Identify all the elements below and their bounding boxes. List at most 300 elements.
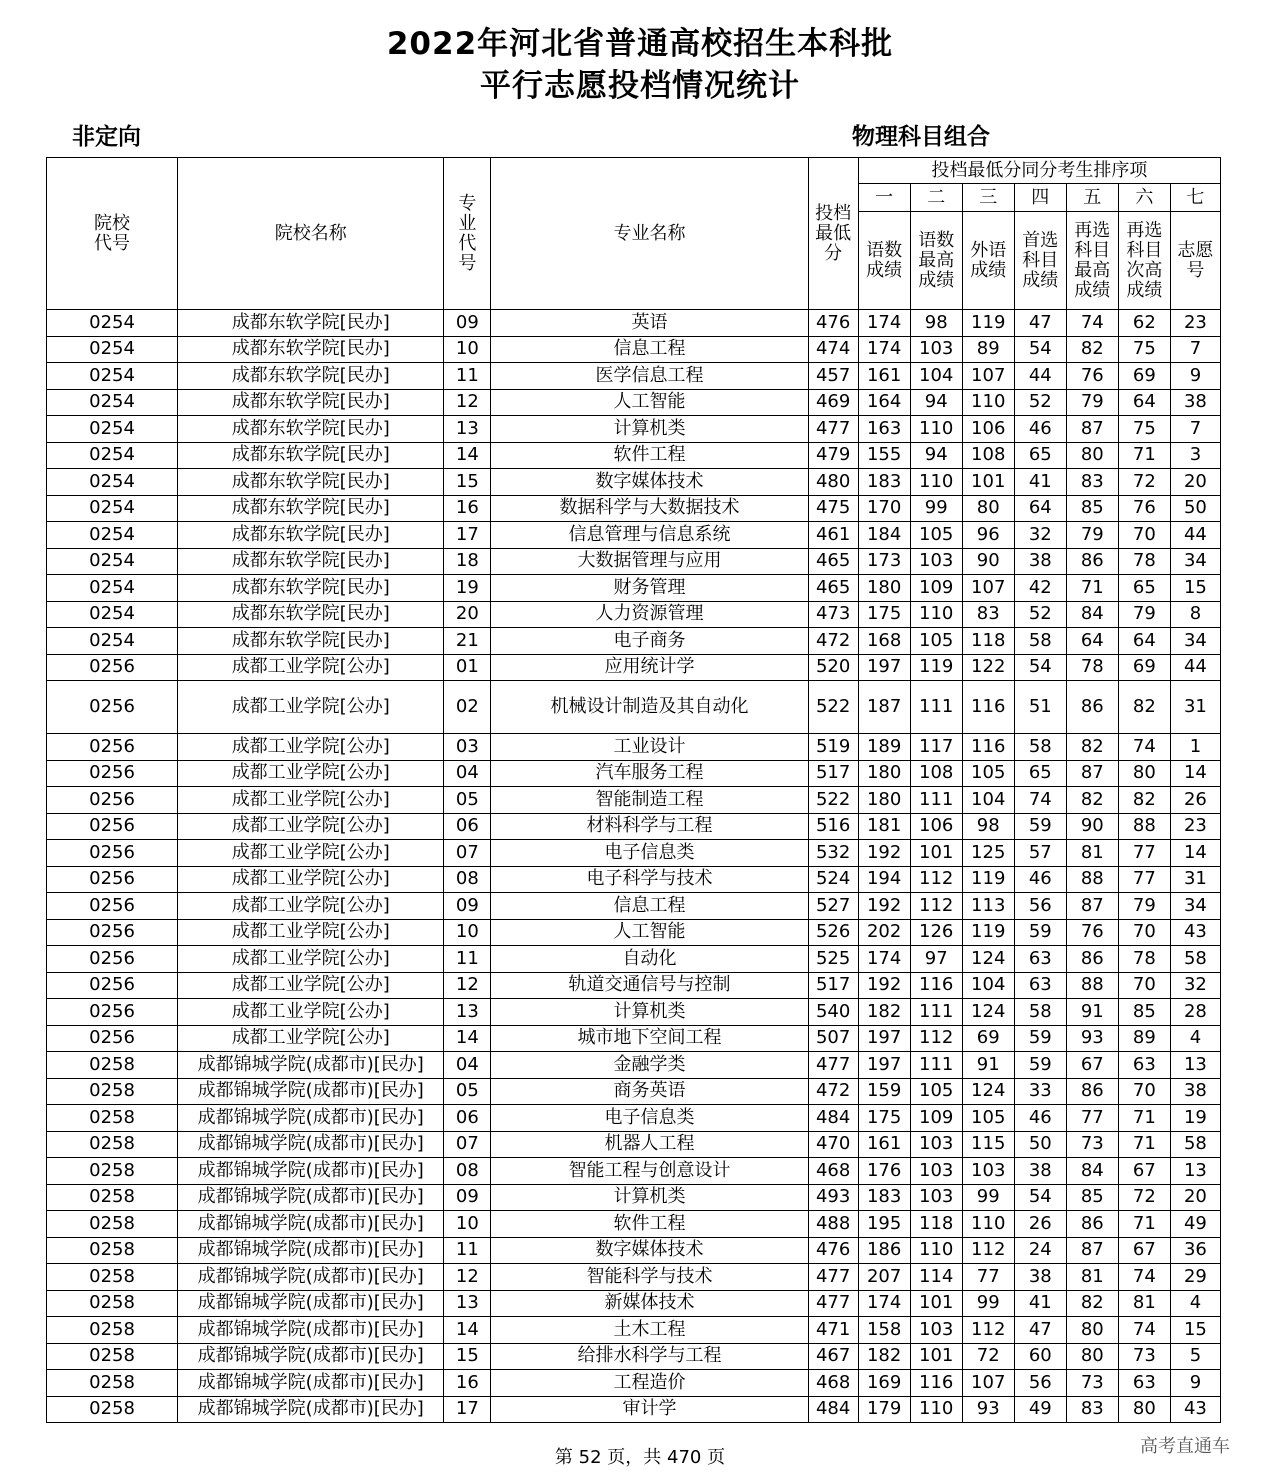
- rank6-cell: 80: [1118, 760, 1170, 787]
- rank6-cell: 74: [1118, 1317, 1170, 1344]
- rank7-cell: 15: [1170, 1317, 1220, 1344]
- school-code-cell: 0256: [47, 813, 178, 840]
- rank5-cell: 86: [1066, 1078, 1118, 1105]
- school-name-cell: 成都锦城学院(成都市)[民办]: [178, 1105, 444, 1132]
- table-row: [47, 1105, 1221, 1132]
- rank3-cell: 69: [962, 1025, 1014, 1052]
- min-score-cell: 479: [808, 442, 858, 469]
- table-row: [47, 336, 1221, 363]
- min-score-cell: 469: [808, 389, 858, 416]
- major-code-cell: 13: [444, 999, 491, 1026]
- table-row: [47, 893, 1221, 920]
- major-name-cell: 机械设计制造及其自动化: [491, 681, 808, 734]
- major-code-cell: 17: [444, 1396, 491, 1423]
- table-row: [47, 1290, 1221, 1317]
- rank7-cell: 31: [1170, 866, 1220, 893]
- table-row: [47, 1343, 1221, 1370]
- document-title-line1: 2022年河北省普通高校招生本科批: [386, 26, 894, 62]
- table-row: [47, 363, 1221, 390]
- rank7-cell: 44: [1170, 654, 1220, 681]
- rank7-cell: 13: [1170, 1052, 1220, 1079]
- header-rank-5: 五: [1066, 184, 1118, 212]
- rank5-cell: 83: [1066, 469, 1118, 496]
- rank2-cell: 110: [910, 416, 962, 443]
- school-code-cell: 0254: [47, 310, 178, 337]
- rank3-cell: 72: [962, 1343, 1014, 1370]
- school-name-cell: 成都工业学院[公办]: [178, 654, 444, 681]
- school-code-cell: 0256: [47, 972, 178, 999]
- rank5-cell: 76: [1066, 363, 1118, 390]
- major-code-cell: 06: [444, 1105, 491, 1132]
- school-code-cell: 0254: [47, 442, 178, 469]
- school-code-cell: 0254: [47, 336, 178, 363]
- min-score-cell: 517: [808, 972, 858, 999]
- rank1-cell: 182: [858, 1343, 910, 1370]
- rank5-cell: 73: [1066, 1370, 1118, 1397]
- table-row: [47, 1370, 1221, 1397]
- rank1-cell: 168: [858, 628, 910, 655]
- rank3-cell: 103: [962, 1158, 1014, 1185]
- school-code-cell: 0254: [47, 389, 178, 416]
- rank2-cell: 97: [910, 946, 962, 973]
- rank3-cell: 108: [962, 442, 1014, 469]
- min-score-cell: 475: [808, 495, 858, 522]
- major-name-cell: 数据科学与大数据技术: [491, 495, 808, 522]
- major-name-cell: 汽车服务工程: [491, 760, 808, 787]
- major-name-cell: 给排水科学与工程: [491, 1343, 808, 1370]
- rank3-cell: 101: [962, 469, 1014, 496]
- header-rank-item-7: 志愿号: [1170, 212, 1220, 310]
- major-name-cell: 工程造价: [491, 1370, 808, 1397]
- rank7-cell: 28: [1170, 999, 1220, 1026]
- school-name-cell: 成都锦城学院(成都市)[民办]: [178, 1211, 444, 1238]
- rank7-cell: 9: [1170, 363, 1220, 390]
- rank3-cell: 104: [962, 787, 1014, 814]
- school-code-cell: 0258: [47, 1237, 178, 1264]
- rank6-cell: 82: [1118, 681, 1170, 734]
- min-score-cell: 468: [808, 1370, 858, 1397]
- rank6-cell: 67: [1118, 1158, 1170, 1185]
- table-row: [47, 1131, 1221, 1158]
- rank4-cell: 41: [1014, 1290, 1066, 1317]
- min-score-cell: 472: [808, 1078, 858, 1105]
- rank1-cell: 155: [858, 442, 910, 469]
- rank4-cell: 54: [1014, 336, 1066, 363]
- rank6-cell: 74: [1118, 734, 1170, 761]
- rank3-cell: 122: [962, 654, 1014, 681]
- table-row: [47, 866, 1221, 893]
- rank2-cell: 103: [910, 1131, 962, 1158]
- rank5-cell: 81: [1066, 1264, 1118, 1291]
- major-code-cell: 19: [444, 575, 491, 602]
- rank7-cell: 44: [1170, 522, 1220, 549]
- school-name-cell: 成都工业学院[公办]: [178, 813, 444, 840]
- rank1-cell: 187: [858, 681, 910, 734]
- major-name-cell: 计算机类: [491, 1184, 808, 1211]
- table-row: [47, 389, 1221, 416]
- rank5-cell: 87: [1066, 893, 1118, 920]
- rank3-cell: 107: [962, 363, 1014, 390]
- min-score-cell: 507: [808, 1025, 858, 1052]
- min-score-cell: 477: [808, 1290, 858, 1317]
- rank5-cell: 81: [1066, 840, 1118, 867]
- rank2-cell: 126: [910, 919, 962, 946]
- school-name-cell: 成都工业学院[公办]: [178, 866, 444, 893]
- rank1-cell: 195: [858, 1211, 910, 1238]
- rank3-cell: 105: [962, 760, 1014, 787]
- rank4-cell: 24: [1014, 1237, 1066, 1264]
- school-name-cell: 成都东软学院[民办]: [178, 469, 444, 496]
- school-code-cell: 0258: [47, 1290, 178, 1317]
- rank6-cell: 75: [1118, 336, 1170, 363]
- table-row: [47, 1264, 1221, 1291]
- school-code-cell: 0258: [47, 1052, 178, 1079]
- rank7-cell: 32: [1170, 972, 1220, 999]
- major-code-cell: 02: [444, 681, 491, 734]
- major-name-cell: 城市地下空间工程: [491, 1025, 808, 1052]
- major-name-cell: 数字媒体技术: [491, 469, 808, 496]
- rank4-cell: 59: [1014, 1025, 1066, 1052]
- school-code-cell: 0258: [47, 1317, 178, 1344]
- school-name-cell: 成都锦城学院(成都市)[民办]: [178, 1343, 444, 1370]
- major-name-cell: 英语: [491, 310, 808, 337]
- rank5-cell: 85: [1066, 1184, 1118, 1211]
- school-name-cell: 成都东软学院[民办]: [178, 389, 444, 416]
- rank2-cell: 110: [910, 1396, 962, 1423]
- rank5-cell: 76: [1066, 919, 1118, 946]
- header-rank-2: 二: [910, 184, 962, 212]
- rank5-cell: 88: [1066, 866, 1118, 893]
- subtitle-subject-combo: 物理科目组合: [852, 124, 990, 150]
- table-header: [47, 158, 1221, 310]
- school-name-cell: 成都东软学院[民办]: [178, 601, 444, 628]
- min-score-cell: 471: [808, 1317, 858, 1344]
- rank1-cell: 180: [858, 787, 910, 814]
- rank2-cell: 109: [910, 575, 962, 602]
- school-name-cell: 成都东软学院[民办]: [178, 310, 444, 337]
- rank5-cell: 84: [1066, 1158, 1118, 1185]
- min-score-cell: 524: [808, 866, 858, 893]
- major-code-cell: 09: [444, 310, 491, 337]
- table-row: [47, 654, 1221, 681]
- min-score-cell: 526: [808, 919, 858, 946]
- min-score-cell: 476: [808, 1237, 858, 1264]
- rank1-cell: 176: [858, 1158, 910, 1185]
- rank2-cell: 110: [910, 1237, 962, 1264]
- rank2-cell: 119: [910, 654, 962, 681]
- school-code-cell: 0256: [47, 1025, 178, 1052]
- rank6-cell: 62: [1118, 310, 1170, 337]
- rank4-cell: 57: [1014, 840, 1066, 867]
- rank7-cell: 20: [1170, 1184, 1220, 1211]
- rank4-cell: 47: [1014, 310, 1066, 337]
- rank1-cell: 161: [858, 363, 910, 390]
- min-score-cell: 480: [808, 469, 858, 496]
- rank7-cell: 19: [1170, 1105, 1220, 1132]
- rank7-cell: 34: [1170, 893, 1220, 920]
- rank5-cell: 71: [1066, 575, 1118, 602]
- rank4-cell: 65: [1014, 760, 1066, 787]
- table-row: [47, 1396, 1221, 1423]
- header-rank-item-3: 外语成绩: [962, 212, 1014, 310]
- rank3-cell: 107: [962, 575, 1014, 602]
- rank7-cell: 36: [1170, 1237, 1220, 1264]
- rank2-cell: 103: [910, 1184, 962, 1211]
- rank6-cell: 69: [1118, 654, 1170, 681]
- rank3-cell: 110: [962, 389, 1014, 416]
- min-score-cell: 465: [808, 548, 858, 575]
- rank4-cell: 58: [1014, 734, 1066, 761]
- rank1-cell: 207: [858, 1264, 910, 1291]
- school-name-cell: 成都工业学院[公办]: [178, 734, 444, 761]
- min-score-cell: 525: [808, 946, 858, 973]
- major-name-cell: 人力资源管理: [491, 601, 808, 628]
- rank6-cell: 75: [1118, 416, 1170, 443]
- school-name-cell: 成都东软学院[民办]: [178, 522, 444, 549]
- major-code-cell: 09: [444, 1184, 491, 1211]
- major-code-cell: 10: [444, 336, 491, 363]
- rank3-cell: 90: [962, 548, 1014, 575]
- rank5-cell: 64: [1066, 628, 1118, 655]
- school-name-cell: 成都工业学院[公办]: [178, 893, 444, 920]
- rank6-cell: 67: [1118, 1237, 1170, 1264]
- rank2-cell: 111: [910, 681, 962, 734]
- rank3-cell: 116: [962, 681, 1014, 734]
- rank1-cell: 184: [858, 522, 910, 549]
- rank4-cell: 26: [1014, 1211, 1066, 1238]
- header-major-name: 专业名称: [491, 158, 808, 310]
- rank7-cell: 14: [1170, 760, 1220, 787]
- school-name-cell: 成都锦城学院(成都市)[民办]: [178, 1158, 444, 1185]
- major-name-cell: 财务管理: [491, 575, 808, 602]
- school-name-cell: 成都工业学院[公办]: [178, 840, 444, 867]
- rank2-cell: 110: [910, 601, 962, 628]
- rank4-cell: 58: [1014, 999, 1066, 1026]
- school-name-cell: 成都工业学院[公办]: [178, 972, 444, 999]
- rank5-cell: 87: [1066, 416, 1118, 443]
- table-row: [47, 442, 1221, 469]
- rank6-cell: 71: [1118, 442, 1170, 469]
- table-row: [47, 628, 1221, 655]
- school-name-cell: 成都东软学院[民办]: [178, 363, 444, 390]
- rank4-cell: 32: [1014, 522, 1066, 549]
- rank5-cell: 79: [1066, 522, 1118, 549]
- rank1-cell: 169: [858, 1370, 910, 1397]
- rank6-cell: 79: [1118, 893, 1170, 920]
- major-code-cell: 18: [444, 548, 491, 575]
- rank6-cell: 72: [1118, 469, 1170, 496]
- table-row: [47, 999, 1221, 1026]
- rank3-cell: 83: [962, 601, 1014, 628]
- rank2-cell: 106: [910, 813, 962, 840]
- header-min-score: 投档最低分: [808, 158, 858, 310]
- rank4-cell: 38: [1014, 1158, 1066, 1185]
- school-code-cell: 0254: [47, 469, 178, 496]
- watermark: 高考直通车: [1140, 1436, 1230, 1457]
- rank4-cell: 47: [1014, 1317, 1066, 1344]
- min-score-cell: 540: [808, 999, 858, 1026]
- min-score-cell: 522: [808, 681, 858, 734]
- major-code-cell: 10: [444, 1211, 491, 1238]
- school-name-cell: 成都东软学院[民办]: [178, 495, 444, 522]
- rank2-cell: 99: [910, 495, 962, 522]
- major-code-cell: 10: [444, 919, 491, 946]
- min-score-cell: 461: [808, 522, 858, 549]
- rank4-cell: 56: [1014, 1370, 1066, 1397]
- major-name-cell: 信息工程: [491, 893, 808, 920]
- school-name-cell: 成都东软学院[民办]: [178, 575, 444, 602]
- school-code-cell: 0258: [47, 1396, 178, 1423]
- rank6-cell: 70: [1118, 1078, 1170, 1105]
- rank3-cell: 124: [962, 1078, 1014, 1105]
- rank4-cell: 63: [1014, 946, 1066, 973]
- school-code-cell: 0254: [47, 575, 178, 602]
- major-name-cell: 智能制造工程: [491, 787, 808, 814]
- major-name-cell: 商务英语: [491, 1078, 808, 1105]
- rank4-cell: 49: [1014, 1396, 1066, 1423]
- school-code-cell: 0256: [47, 866, 178, 893]
- major-code-cell: 06: [444, 813, 491, 840]
- school-code-cell: 0258: [47, 1158, 178, 1185]
- rank6-cell: 79: [1118, 601, 1170, 628]
- rank2-cell: 112: [910, 866, 962, 893]
- school-name-cell: 成都锦城学院(成都市)[民办]: [178, 1237, 444, 1264]
- rank2-cell: 103: [910, 336, 962, 363]
- rank6-cell: 63: [1118, 1370, 1170, 1397]
- rank5-cell: 78: [1066, 654, 1118, 681]
- header-rank-item-4: 首选科目成绩: [1014, 212, 1066, 310]
- school-code-cell: 0256: [47, 919, 178, 946]
- min-score-cell: 470: [808, 1131, 858, 1158]
- rank1-cell: 179: [858, 1396, 910, 1423]
- min-score-cell: 467: [808, 1343, 858, 1370]
- major-code-cell: 11: [444, 363, 491, 390]
- rank7-cell: 49: [1170, 1211, 1220, 1238]
- rank3-cell: 115: [962, 1131, 1014, 1158]
- table-row: [47, 310, 1221, 337]
- rank3-cell: 113: [962, 893, 1014, 920]
- rank3-cell: 112: [962, 1237, 1014, 1264]
- school-code-cell: 0254: [47, 416, 178, 443]
- rank3-cell: 119: [962, 919, 1014, 946]
- rank1-cell: 175: [858, 1105, 910, 1132]
- table-row: [47, 548, 1221, 575]
- rank1-cell: 174: [858, 310, 910, 337]
- school-name-cell: 成都锦城学院(成都市)[民办]: [178, 1131, 444, 1158]
- major-code-cell: 16: [444, 1370, 491, 1397]
- school-code-cell: 0256: [47, 734, 178, 761]
- school-code-cell: 0258: [47, 1131, 178, 1158]
- rank1-cell: 164: [858, 389, 910, 416]
- rank2-cell: 118: [910, 1211, 962, 1238]
- rank4-cell: 41: [1014, 469, 1066, 496]
- rank4-cell: 42: [1014, 575, 1066, 602]
- rank6-cell: 80: [1118, 1396, 1170, 1423]
- rank1-cell: 197: [858, 1052, 910, 1079]
- min-score-cell: 472: [808, 628, 858, 655]
- rank6-cell: 71: [1118, 1105, 1170, 1132]
- rank6-cell: 78: [1118, 548, 1170, 575]
- rank6-cell: 89: [1118, 1025, 1170, 1052]
- major-code-cell: 12: [444, 389, 491, 416]
- rank1-cell: 183: [858, 469, 910, 496]
- rank6-cell: 77: [1118, 840, 1170, 867]
- header-rank-1: 一: [858, 184, 910, 212]
- major-name-cell: 软件工程: [491, 442, 808, 469]
- rank2-cell: 111: [910, 999, 962, 1026]
- rank3-cell: 106: [962, 416, 1014, 443]
- rank5-cell: 88: [1066, 972, 1118, 999]
- header-rank-item-1: 语数成绩: [858, 212, 910, 310]
- rank3-cell: 89: [962, 336, 1014, 363]
- school-name-cell: 成都锦城学院(成都市)[民办]: [178, 1264, 444, 1291]
- min-score-cell: 527: [808, 893, 858, 920]
- school-name-cell: 成都东软学院[民办]: [178, 548, 444, 575]
- rank1-cell: 174: [858, 1290, 910, 1317]
- rank1-cell: 174: [858, 946, 910, 973]
- rank6-cell: 69: [1118, 363, 1170, 390]
- rank5-cell: 77: [1066, 1105, 1118, 1132]
- rank6-cell: 73: [1118, 1343, 1170, 1370]
- rank4-cell: 54: [1014, 654, 1066, 681]
- major-name-cell: 数字媒体技术: [491, 1237, 808, 1264]
- rank7-cell: 34: [1170, 548, 1220, 575]
- rank7-cell: 14: [1170, 840, 1220, 867]
- rank7-cell: 8: [1170, 601, 1220, 628]
- document-title-line2: 平行志愿投档情况统计: [480, 68, 800, 104]
- rank1-cell: 197: [858, 654, 910, 681]
- rank5-cell: 83: [1066, 1396, 1118, 1423]
- rank1-cell: 202: [858, 919, 910, 946]
- rank1-cell: 173: [858, 548, 910, 575]
- rank1-cell: 180: [858, 575, 910, 602]
- rank5-cell: 79: [1066, 389, 1118, 416]
- rank6-cell: 71: [1118, 1211, 1170, 1238]
- major-name-cell: 电子商务: [491, 628, 808, 655]
- table-row: [47, 760, 1221, 787]
- min-score-cell: 457: [808, 363, 858, 390]
- school-code-cell: 0256: [47, 787, 178, 814]
- major-name-cell: 信息工程: [491, 336, 808, 363]
- table-row: [47, 1052, 1221, 1079]
- rank3-cell: 93: [962, 1396, 1014, 1423]
- school-name-cell: 成都东软学院[民办]: [178, 628, 444, 655]
- rank4-cell: 64: [1014, 495, 1066, 522]
- rank2-cell: 105: [910, 1078, 962, 1105]
- school-name-cell: 成都锦城学院(成都市)[民办]: [178, 1290, 444, 1317]
- rank5-cell: 82: [1066, 336, 1118, 363]
- major-code-cell: 16: [444, 495, 491, 522]
- rank1-cell: 197: [858, 1025, 910, 1052]
- major-code-cell: 08: [444, 1158, 491, 1185]
- table-row: [47, 522, 1221, 549]
- min-score-cell: 488: [808, 1211, 858, 1238]
- rank5-cell: 87: [1066, 760, 1118, 787]
- school-name-cell: 成都锦城学院(成都市)[民办]: [178, 1317, 444, 1344]
- rank3-cell: 91: [962, 1052, 1014, 1079]
- major-name-cell: 计算机类: [491, 416, 808, 443]
- table-row: [47, 469, 1221, 496]
- min-score-cell: 532: [808, 840, 858, 867]
- rank1-cell: 192: [858, 972, 910, 999]
- header-rank-item-6: 再选科目次高成绩: [1118, 212, 1170, 310]
- rank7-cell: 58: [1170, 946, 1220, 973]
- rank3-cell: 96: [962, 522, 1014, 549]
- school-code-cell: 0258: [47, 1343, 178, 1370]
- table-row: [47, 495, 1221, 522]
- rank5-cell: 74: [1066, 310, 1118, 337]
- school-code-cell: 0256: [47, 946, 178, 973]
